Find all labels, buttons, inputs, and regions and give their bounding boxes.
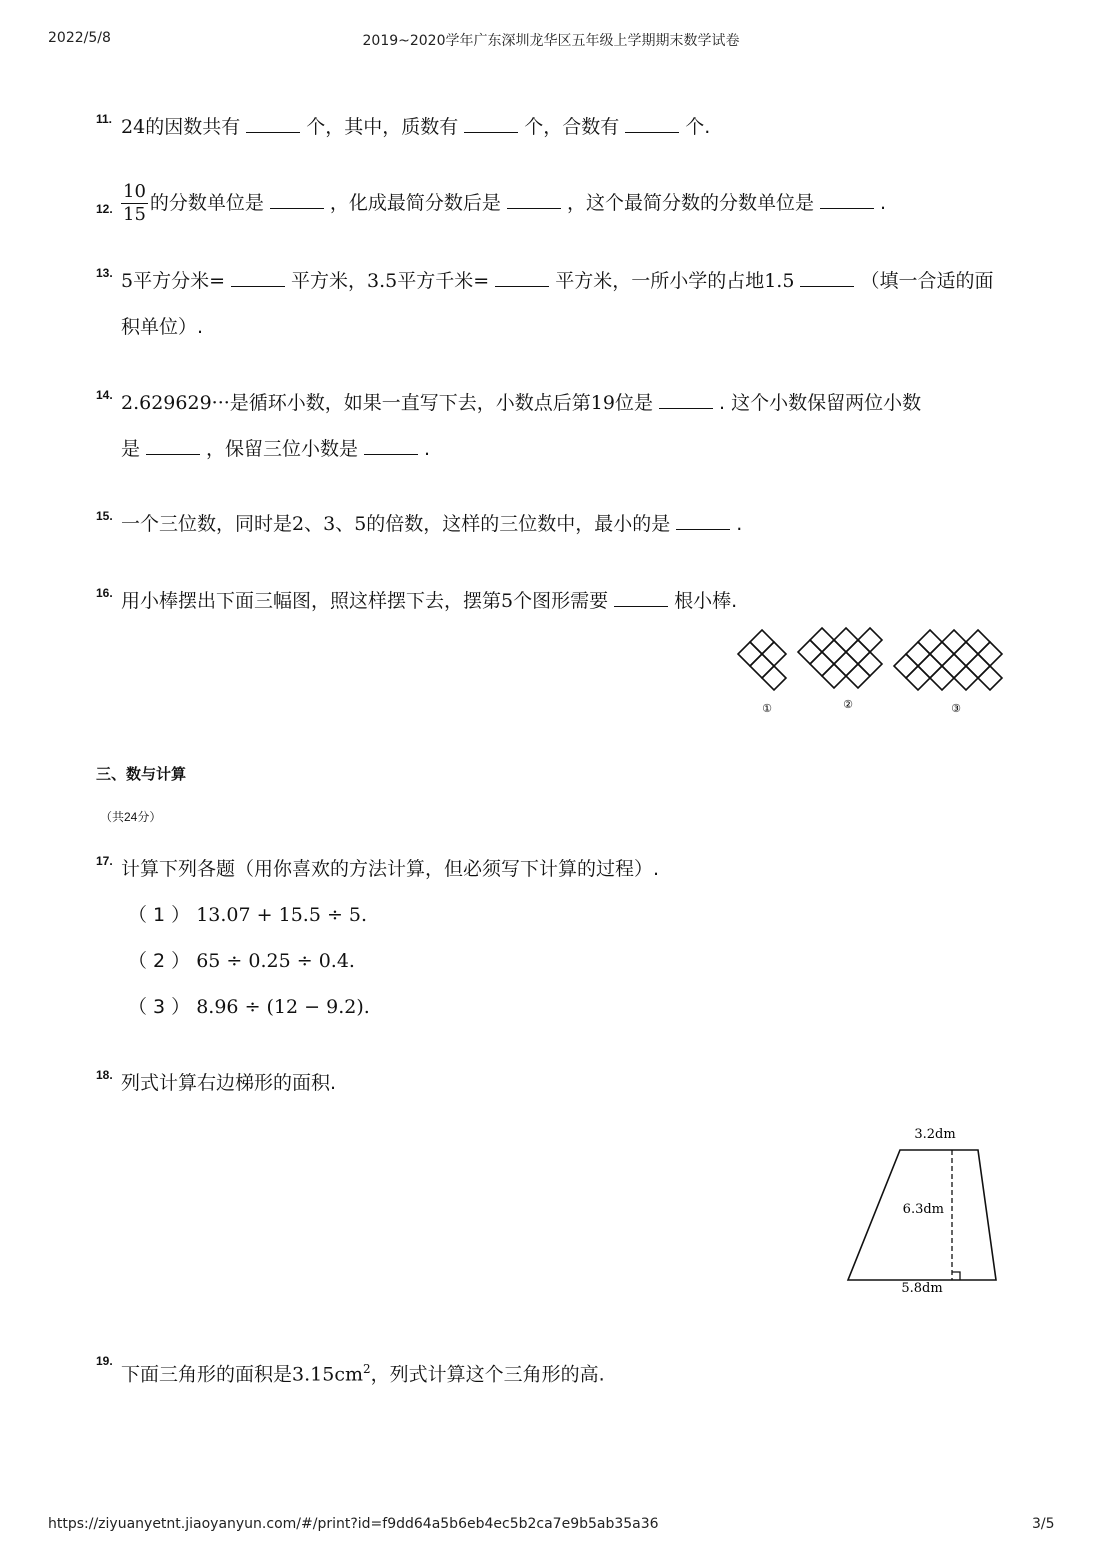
- question-number: 19.: [96, 1354, 113, 1368]
- question-number: 17.: [96, 854, 113, 868]
- print-date: 2022/5/8: [48, 30, 111, 46]
- fraction-denominator: 15: [123, 204, 146, 225]
- answer-blank[interactable]: [464, 114, 518, 133]
- diamond: [978, 642, 1002, 666]
- q13-text: 积单位）.: [121, 316, 204, 338]
- diamond: [942, 654, 966, 678]
- diamond: [858, 628, 882, 652]
- diamond: [738, 642, 762, 666]
- sub-question-expression: 8.96 ÷ (12 − 9.2).: [196, 996, 370, 1018]
- q11-text: 24: [121, 116, 146, 138]
- q18-text: 列式计算右边梯形的面积.: [121, 1072, 337, 1094]
- sub-question-label: （ 3 ）: [128, 996, 191, 1018]
- diamond: [954, 642, 978, 666]
- q15-text: 2、3、5: [292, 513, 367, 535]
- q16-text: 根小棒.: [674, 590, 738, 612]
- q14-text: 19: [590, 392, 615, 414]
- bottom-base-label: 5.8dm: [901, 1281, 943, 1296]
- question-number: 16.: [96, 586, 113, 600]
- q13-text: （填一合适的面: [860, 270, 994, 292]
- q13-text: 1.5: [764, 270, 795, 292]
- fraction-numerator: 10: [123, 181, 146, 202]
- superscript: 2: [362, 1362, 371, 1376]
- q13-text: =: [473, 270, 490, 292]
- question-11: [96, 104, 1016, 150]
- q14-text: 是循环小数，如果一直写下去，小数点后第: [229, 392, 591, 414]
- q19-text: ，列式计算这个三角形的高.: [370, 1363, 605, 1386]
- diamond: [846, 664, 870, 688]
- question-17: [96, 846, 1016, 1030]
- diamond: [834, 652, 858, 676]
- q19-text: 3.15cm: [292, 1363, 363, 1386]
- q13-text: 平方米，: [291, 270, 368, 292]
- q13-text: 5: [121, 270, 134, 292]
- q13-text: 平方千米: [397, 270, 474, 292]
- q15-text: .: [736, 513, 743, 535]
- diamond: [978, 666, 1002, 690]
- answer-blank[interactable]: [507, 190, 561, 209]
- figure-label-3: ③: [951, 702, 961, 715]
- q15-text: 的倍数，这样的三位数中，最小的是: [366, 513, 671, 535]
- diamond: [762, 642, 786, 666]
- answer-blank[interactable]: [246, 114, 300, 133]
- q16-text: 个图形需要: [513, 590, 609, 612]
- diamond: [762, 666, 786, 690]
- q16-text: 5: [501, 590, 514, 612]
- answer-blank[interactable]: [820, 190, 874, 209]
- answer-blank[interactable]: [231, 268, 285, 287]
- question-14: [96, 380, 1016, 472]
- sub-question-label: （ 2 ）: [128, 950, 191, 972]
- diamond: [918, 630, 942, 654]
- q14-text: 是: [121, 438, 141, 460]
- question-number: 13.: [96, 266, 113, 280]
- answer-blank[interactable]: [495, 268, 549, 287]
- top-base-label: 3.2dm: [914, 1127, 956, 1142]
- sub-question: [128, 984, 1016, 1030]
- sub-question: [128, 892, 1016, 938]
- answer-blank[interactable]: [659, 390, 713, 409]
- q12-text: .: [879, 192, 886, 214]
- figure-label-1: ①: [762, 702, 772, 715]
- diamond: [906, 642, 930, 666]
- question-number: 18.: [96, 1068, 113, 1082]
- q12-text: ，这个最简分数的分数单位是: [566, 192, 814, 214]
- diamond: [810, 628, 834, 652]
- diamond: [822, 664, 846, 688]
- q14-text: 位是: [614, 392, 653, 414]
- question-number: 14.: [96, 388, 113, 402]
- question-number: 12.: [96, 202, 113, 216]
- diamond: [930, 666, 954, 690]
- q16-text: 用小棒摆出下面三幅图，照这样摆下去，摆第: [121, 590, 502, 612]
- right-angle-mark: [952, 1272, 960, 1280]
- figure-label-2: ②: [843, 698, 853, 711]
- diamond: [906, 666, 930, 690]
- diamond: [954, 666, 978, 690]
- question-18: [96, 1060, 1016, 1106]
- diamond: [750, 654, 774, 678]
- diamond: [810, 652, 834, 676]
- question-19: [96, 1346, 1016, 1397]
- answer-blank[interactable]: [625, 114, 679, 133]
- diamond: [942, 630, 966, 654]
- page-number: 3/5: [1032, 1516, 1055, 1532]
- answer-blank[interactable]: [800, 268, 854, 287]
- section-score: （共24分）: [100, 810, 162, 824]
- answer-blank[interactable]: [270, 190, 324, 209]
- q13-text: =: [209, 270, 226, 292]
- document-title: 2019~2020学年广东深圳龙华区五年级上学期期末数学试卷: [362, 33, 740, 49]
- diamond: [966, 630, 990, 654]
- question-16: [96, 578, 1016, 624]
- footer-url[interactable]: https://ziyuanyetnt.jiaoyanyun.com/#/print?id=f9dd64a5b6eb4ec5b2ca7e9b5ab35a36: [48, 1516, 659, 1532]
- answer-blank[interactable]: [614, 588, 668, 607]
- sub-question-expression: 13.07 + 15.5 ÷ 5.: [196, 904, 368, 926]
- q13-text: 平方米，一所小学的占地: [555, 270, 765, 292]
- question-15: [96, 501, 1016, 547]
- q14-text: .: [424, 438, 431, 460]
- question-number: 11.: [96, 112, 113, 126]
- sub-question-label: （ 1 ）: [128, 904, 191, 926]
- q15-text: 一个三位数，同时是: [121, 513, 293, 535]
- diamond: [966, 654, 990, 678]
- q11-text: 的因数共有: [145, 116, 241, 138]
- diamond: [930, 642, 954, 666]
- q14-text: 2.629629···: [121, 392, 230, 414]
- diamond: [918, 654, 942, 678]
- diamond: [894, 654, 918, 678]
- q11-text: 个，合数有: [524, 116, 620, 138]
- q11-text: 个.: [685, 116, 711, 138]
- question-number: 15.: [96, 509, 113, 523]
- answer-blank[interactable]: [676, 511, 730, 530]
- section-title: 三、数与计算: [96, 766, 187, 783]
- q12-text: 的分数单位是: [149, 192, 264, 214]
- answer-blank[interactable]: [146, 436, 200, 455]
- question-12: [96, 180, 1016, 226]
- q13-text: 3.5: [367, 270, 398, 292]
- diamond: [822, 640, 846, 664]
- question-13: [96, 258, 1016, 350]
- q19-text: 下面三角形的面积是: [121, 1363, 293, 1386]
- sub-question: [128, 938, 1016, 984]
- trapezoid-figure: [840, 1120, 1010, 1300]
- q17-text: 计算下列各题（用你喜欢的方法计算，但必须写下计算的过程）.: [121, 858, 660, 880]
- q13-text: 平方分米: [133, 270, 210, 292]
- answer-blank[interactable]: [364, 436, 418, 455]
- stick-pattern-figure: [730, 622, 1020, 718]
- fraction: [121, 181, 148, 226]
- diamond: [750, 630, 774, 654]
- diamond: [846, 640, 870, 664]
- diamond: [834, 628, 858, 652]
- height-label: 6.3dm: [902, 1202, 944, 1217]
- q12-text: ，化成最简分数后是: [329, 192, 501, 214]
- diamond: [798, 640, 822, 664]
- diamond: [858, 652, 882, 676]
- q14-text: ，保留三位小数是: [206, 438, 359, 460]
- sub-question-expression: 65 ÷ 0.25 ÷ 0.4.: [196, 950, 355, 972]
- q14-text: . 这个小数保留两位小数: [719, 392, 922, 414]
- q11-text: 个，其中，质数有: [306, 116, 459, 138]
